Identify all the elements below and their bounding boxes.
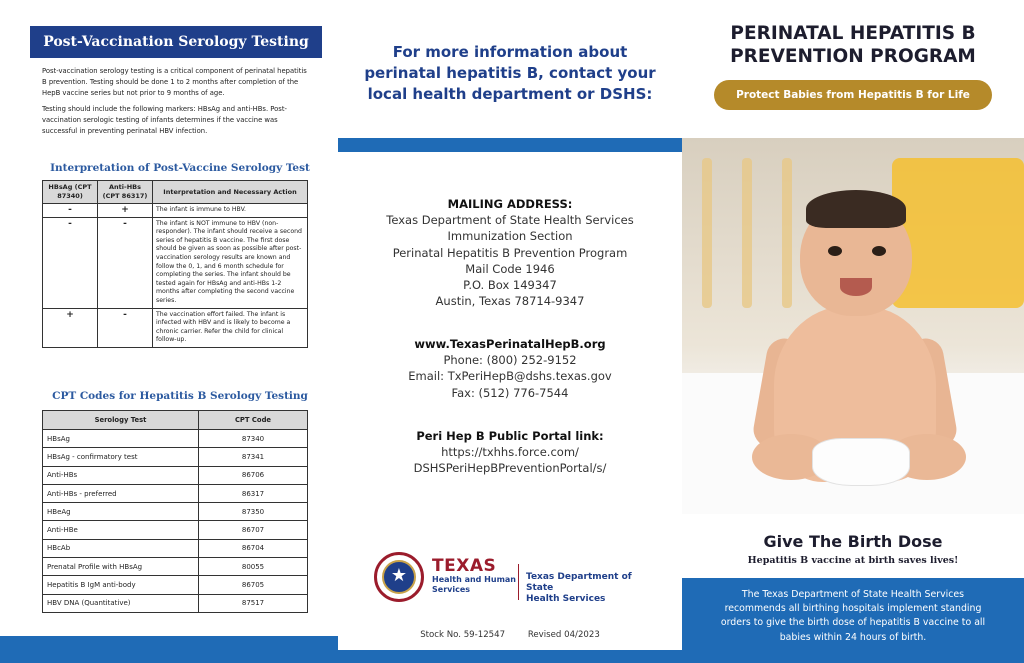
cpt-code: 80055 bbox=[199, 558, 308, 576]
col-header-hbsag: HBsAg (CPT 87340) bbox=[43, 181, 98, 204]
test-name: HBsAg bbox=[43, 430, 199, 448]
baby-mouth bbox=[840, 278, 872, 296]
hhs-logo bbox=[432, 558, 516, 595]
cpt-code: 87517 bbox=[199, 594, 308, 612]
cpt-code: 86317 bbox=[199, 484, 308, 502]
cpt-code: 86704 bbox=[199, 539, 308, 557]
revised-date: Revised 04/2023 bbox=[527, 630, 600, 640]
fax-number: Fax: (512) 776-7544 bbox=[451, 385, 569, 400]
hbsag-result: - bbox=[43, 204, 98, 218]
antihbs-result: - bbox=[98, 308, 153, 347]
email-address[interactable]: Email: TxPeriHepB@dshs.texas.gov bbox=[408, 369, 612, 384]
cpt-code: 87341 bbox=[199, 448, 308, 466]
stock-number: Stock No. 59-12547 bbox=[420, 630, 506, 640]
portal-info bbox=[354, 428, 666, 477]
table-row bbox=[43, 539, 308, 557]
portal-link[interactable]: DSHSPeriHepBPreventionPortal/s/ bbox=[413, 461, 607, 476]
dshs-logo bbox=[526, 572, 654, 605]
hhs-logo-title: TEXAS bbox=[432, 556, 497, 576]
test-name: Anti-HBe bbox=[43, 521, 199, 539]
address-line: P.O. Box 149347 bbox=[463, 278, 557, 293]
table-row bbox=[43, 594, 308, 612]
test-name: HBV DNA (Quantitative) bbox=[43, 594, 199, 612]
address-line: Immunization Section bbox=[447, 229, 573, 244]
dshs-logo-line: Health Services bbox=[526, 594, 606, 604]
contact-panel bbox=[338, 0, 682, 663]
tagline-banner: Protect Babies from Hepatitis B for Life bbox=[714, 80, 992, 110]
cpt-table bbox=[42, 410, 308, 613]
hbsag-result: + bbox=[43, 308, 98, 347]
col-header-antihbs: Anti-HBs (CPT 86317) bbox=[98, 181, 153, 204]
info-heading: For more information about perinatal hepatitis B, contact your local health department or DSHS: bbox=[364, 43, 656, 103]
interpretation-action: The infant is immune to HBV. bbox=[153, 204, 308, 218]
crib-bar bbox=[702, 158, 712, 308]
table-row bbox=[43, 466, 308, 484]
antihbs-result: + bbox=[98, 204, 153, 218]
table-row bbox=[43, 217, 308, 308]
antihbs-result: - bbox=[98, 217, 153, 308]
table-row bbox=[43, 558, 308, 576]
table-row bbox=[43, 308, 308, 347]
address-line: Texas Department of State Health Services bbox=[386, 213, 634, 228]
baby-eye bbox=[872, 246, 886, 256]
footer-band bbox=[338, 650, 682, 663]
mailing-address bbox=[354, 196, 666, 309]
table-row bbox=[43, 448, 308, 466]
intro-paragraph: Post-vaccination serology testing is a critical component of perinatal hepatitis B prevention. Testing should be done 1 to 2 months after completion of the HepB vaccine series but not prior to 9 months of age. bbox=[42, 67, 307, 98]
birth-dose-heading: Give The Birth Dose bbox=[763, 532, 943, 551]
test-name: Anti-HBs - preferred bbox=[43, 484, 199, 502]
table-row bbox=[43, 503, 308, 521]
logo-divider bbox=[518, 564, 519, 600]
baby-photo bbox=[682, 138, 1024, 514]
col-header-action: Interpretation and Necessary Action bbox=[153, 181, 308, 204]
texas-seal-icon: ★ bbox=[374, 552, 424, 602]
serology-heading: Post-Vaccination Serology Testing bbox=[30, 26, 322, 58]
test-name: Hepatitis B IgM anti-body bbox=[43, 576, 199, 594]
table-row bbox=[43, 484, 308, 502]
website-link[interactable]: www.TexasPerinatalHepB.org bbox=[414, 337, 606, 351]
baby-hair bbox=[806, 190, 906, 228]
cpt-code: 87340 bbox=[199, 430, 308, 448]
test-name: HBsAg - confirmatory test bbox=[43, 448, 199, 466]
test-name: Prenatal Profile with HBsAg bbox=[43, 558, 199, 576]
contact-details bbox=[354, 336, 666, 401]
cpt-code: 86706 bbox=[199, 466, 308, 484]
table-row bbox=[43, 430, 308, 448]
recommendation-box: The Texas Department of State Health Services recommends all birthing hospitals implement standing orders to give the birth dose of hepatitis B vaccine to all babies within 24 hours of birth. bbox=[682, 578, 1024, 663]
program-title-line: PERINATAL HEPATITIS B bbox=[730, 23, 976, 44]
address-line: Perinatal Hepatitis B Prevention Program bbox=[392, 245, 628, 260]
mailing-heading: MAILING ADDRESS: bbox=[447, 197, 573, 211]
phone-number: Phone: (800) 252-9152 bbox=[443, 353, 577, 368]
dshs-logo-line: Texas Department of State bbox=[526, 572, 632, 593]
interpretation-title: Interpretation of Post-Vaccine Serology Test bbox=[50, 162, 310, 174]
interpretation-action: The vaccination effort failed. The infant is infected with HBV and is likely to become a chronic carrier. Refer the child for clinical follow-up. bbox=[153, 308, 308, 347]
cpt-code: 87350 bbox=[199, 503, 308, 521]
table-row bbox=[43, 576, 308, 594]
hbsag-result: - bbox=[43, 217, 98, 308]
serology-panel bbox=[0, 0, 338, 663]
serology-intro bbox=[42, 66, 310, 141]
cpt-code: 86705 bbox=[199, 576, 308, 594]
cpt-title: CPT Codes for Hepatitis B Serology Testing bbox=[52, 390, 308, 402]
col-header-test: Serology Test bbox=[43, 411, 199, 430]
cover-panel bbox=[682, 0, 1024, 663]
test-name: Anti-HBs bbox=[43, 466, 199, 484]
stock-info bbox=[354, 630, 666, 640]
birth-dose-subheading: Hepatitis B vaccine at birth saves lives! bbox=[747, 555, 959, 566]
diaper bbox=[812, 438, 910, 486]
portal-heading: Peri Hep B Public Portal link: bbox=[416, 429, 604, 443]
cpt-code: 86707 bbox=[199, 521, 308, 539]
table-row bbox=[43, 204, 308, 218]
intro-paragraph: Testing should include the following markers: HBsAg and anti-HBs. Post-vaccination serologic testing of infants determines if the vaccine was successful in preventing perinatal HBV infection. bbox=[42, 104, 287, 136]
test-name: HBeAg bbox=[43, 503, 199, 521]
footer-band bbox=[0, 636, 338, 663]
crib-bar bbox=[742, 158, 752, 308]
interpretation-action: The infant is NOT immune to HBV (non-responder). The infant should receive a second series of hepatitis B vaccine. The first dose should be given as soon as possible after post-vaccination serology results are known and follow the 0, 1, and 6 month schedule for completing the series. The infant should be tested again for HBsAg and anti-HBs 1-2 months after completing the second vaccine series. bbox=[153, 217, 308, 308]
program-title-line: PREVENTION PROGRAM bbox=[730, 46, 976, 67]
interpretation-table bbox=[42, 180, 308, 348]
address-line: Mail Code 1946 bbox=[465, 261, 555, 276]
divider-band bbox=[338, 138, 682, 152]
hhs-logo-line: Health and Human bbox=[432, 575, 516, 584]
portal-link[interactable]: https://txhhs.force.com/ bbox=[441, 445, 579, 460]
address-line: Austin, Texas 78714-9347 bbox=[435, 294, 585, 309]
col-header-code: CPT Code bbox=[199, 411, 308, 430]
table-row bbox=[43, 521, 308, 539]
baby-eye bbox=[828, 246, 842, 256]
crib-bar bbox=[782, 158, 792, 308]
pillow bbox=[892, 158, 1024, 308]
test-name: HBcAb bbox=[43, 539, 199, 557]
agency-logos bbox=[374, 548, 654, 608]
program-title bbox=[692, 22, 1014, 68]
hhs-logo-line: Services bbox=[432, 585, 471, 594]
